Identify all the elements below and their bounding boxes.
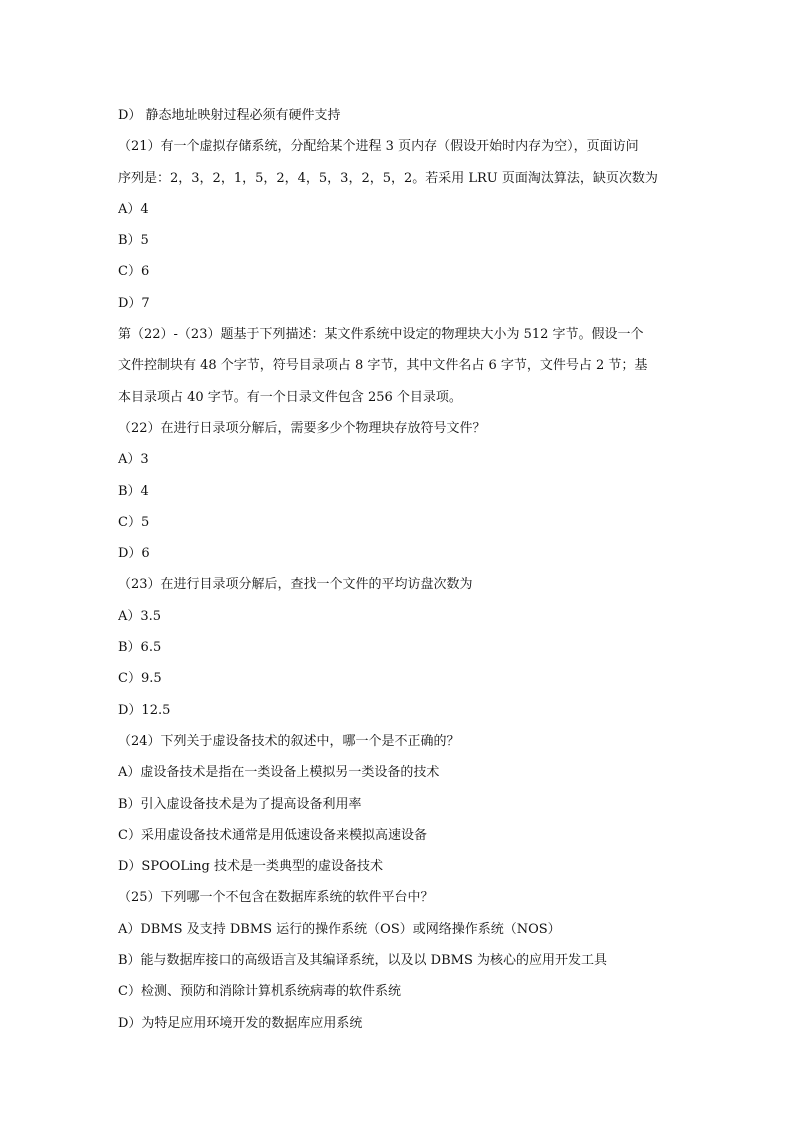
- shared-description-cont-1: 文件控制块有 48 个字节，符号目录项占 8 字节，其中文件名占 6 字节，文件号占 2 节；基: [118, 358, 648, 374]
- option-b-q22: B）4: [118, 483, 149, 499]
- option-c-q21: C）6: [118, 264, 150, 280]
- option-c-q22: C）5: [118, 514, 150, 530]
- option-a-q21: A）4: [118, 201, 149, 217]
- option-d-q20: D） 静态地址映射过程必须有硬件支持: [118, 108, 341, 123]
- option-b-q21: B）5: [118, 233, 149, 249]
- option-c-q25: C）检测、预防和消除计算机系统病毒的软件系统: [118, 984, 401, 1000]
- option-d-q24: D）SPOOLing 技术是一类典型的虚设备技术: [118, 859, 384, 875]
- question-22-stem: （22）在进行日录项分解后，需要多少个物理块存放符号文件？: [118, 420, 486, 436]
- question-25-stem: （25）下列哪一个不包含在数据库系统的软件平台中？: [118, 890, 434, 906]
- option-a-q24: A）虚设备技术是指在一类设备上模拟另一类设备的技术: [118, 765, 440, 781]
- question-23-stem: （23）在进行目录项分解后，查找一个文件的平均访盘次数为: [118, 577, 473, 593]
- option-d-q22: D）6: [118, 546, 150, 562]
- option-c-q23: C）9.5: [118, 671, 162, 687]
- option-b-q25: B）能与数据库接口的高级语言及其编译系统，以及以 DBMS 为核心的应用开发工具: [118, 953, 608, 969]
- option-d-q25: D）为特足应用环境开发的数据库应用系统: [118, 1015, 363, 1031]
- option-b-q24: B）引入虚设备技术是为了提高设备利用率: [118, 796, 362, 812]
- question-24-stem: （24）下列关于虚设备技术的叙述中，哪一个是不正确的？: [118, 733, 460, 749]
- option-c-q24: C）采用虚设备技术通常是用低速设备来模拟高速设备: [118, 827, 427, 843]
- document-body: [118, 100, 684, 1039]
- option-d-q23: D）12.5: [118, 702, 171, 718]
- option-a-q23: A）3.5: [118, 608, 162, 624]
- option-d-q21: D）7: [118, 295, 150, 311]
- option-b-q23: B）6.5: [118, 640, 162, 656]
- option-a-q25: A）DBMS 及支持 DBMS 运行的操作系统（OS）或网络操作系统（NOS）: [118, 921, 561, 937]
- shared-description: 第（22）-（23）题基于下列描述：某文件系统中设定的物理块大小为 512 字节。假设一个: [118, 327, 644, 343]
- question-21-stem: （21）有一个虚拟存储系统，分配给某个进程 3 页内存（假设开始时内存为空），页面访问: [118, 139, 639, 155]
- shared-description-cont-2: 本目录项占 40 字节。有一个日录文件包含 256 个目录项。: [118, 389, 462, 405]
- question-21-stem-cont: 序列是：2，3，2，1，5，2，4，5，3，2，5，2。若采用 LRU 页面淘汰算法，缺页次数为: [118, 170, 658, 186]
- option-a-q22: A）3: [118, 452, 149, 468]
